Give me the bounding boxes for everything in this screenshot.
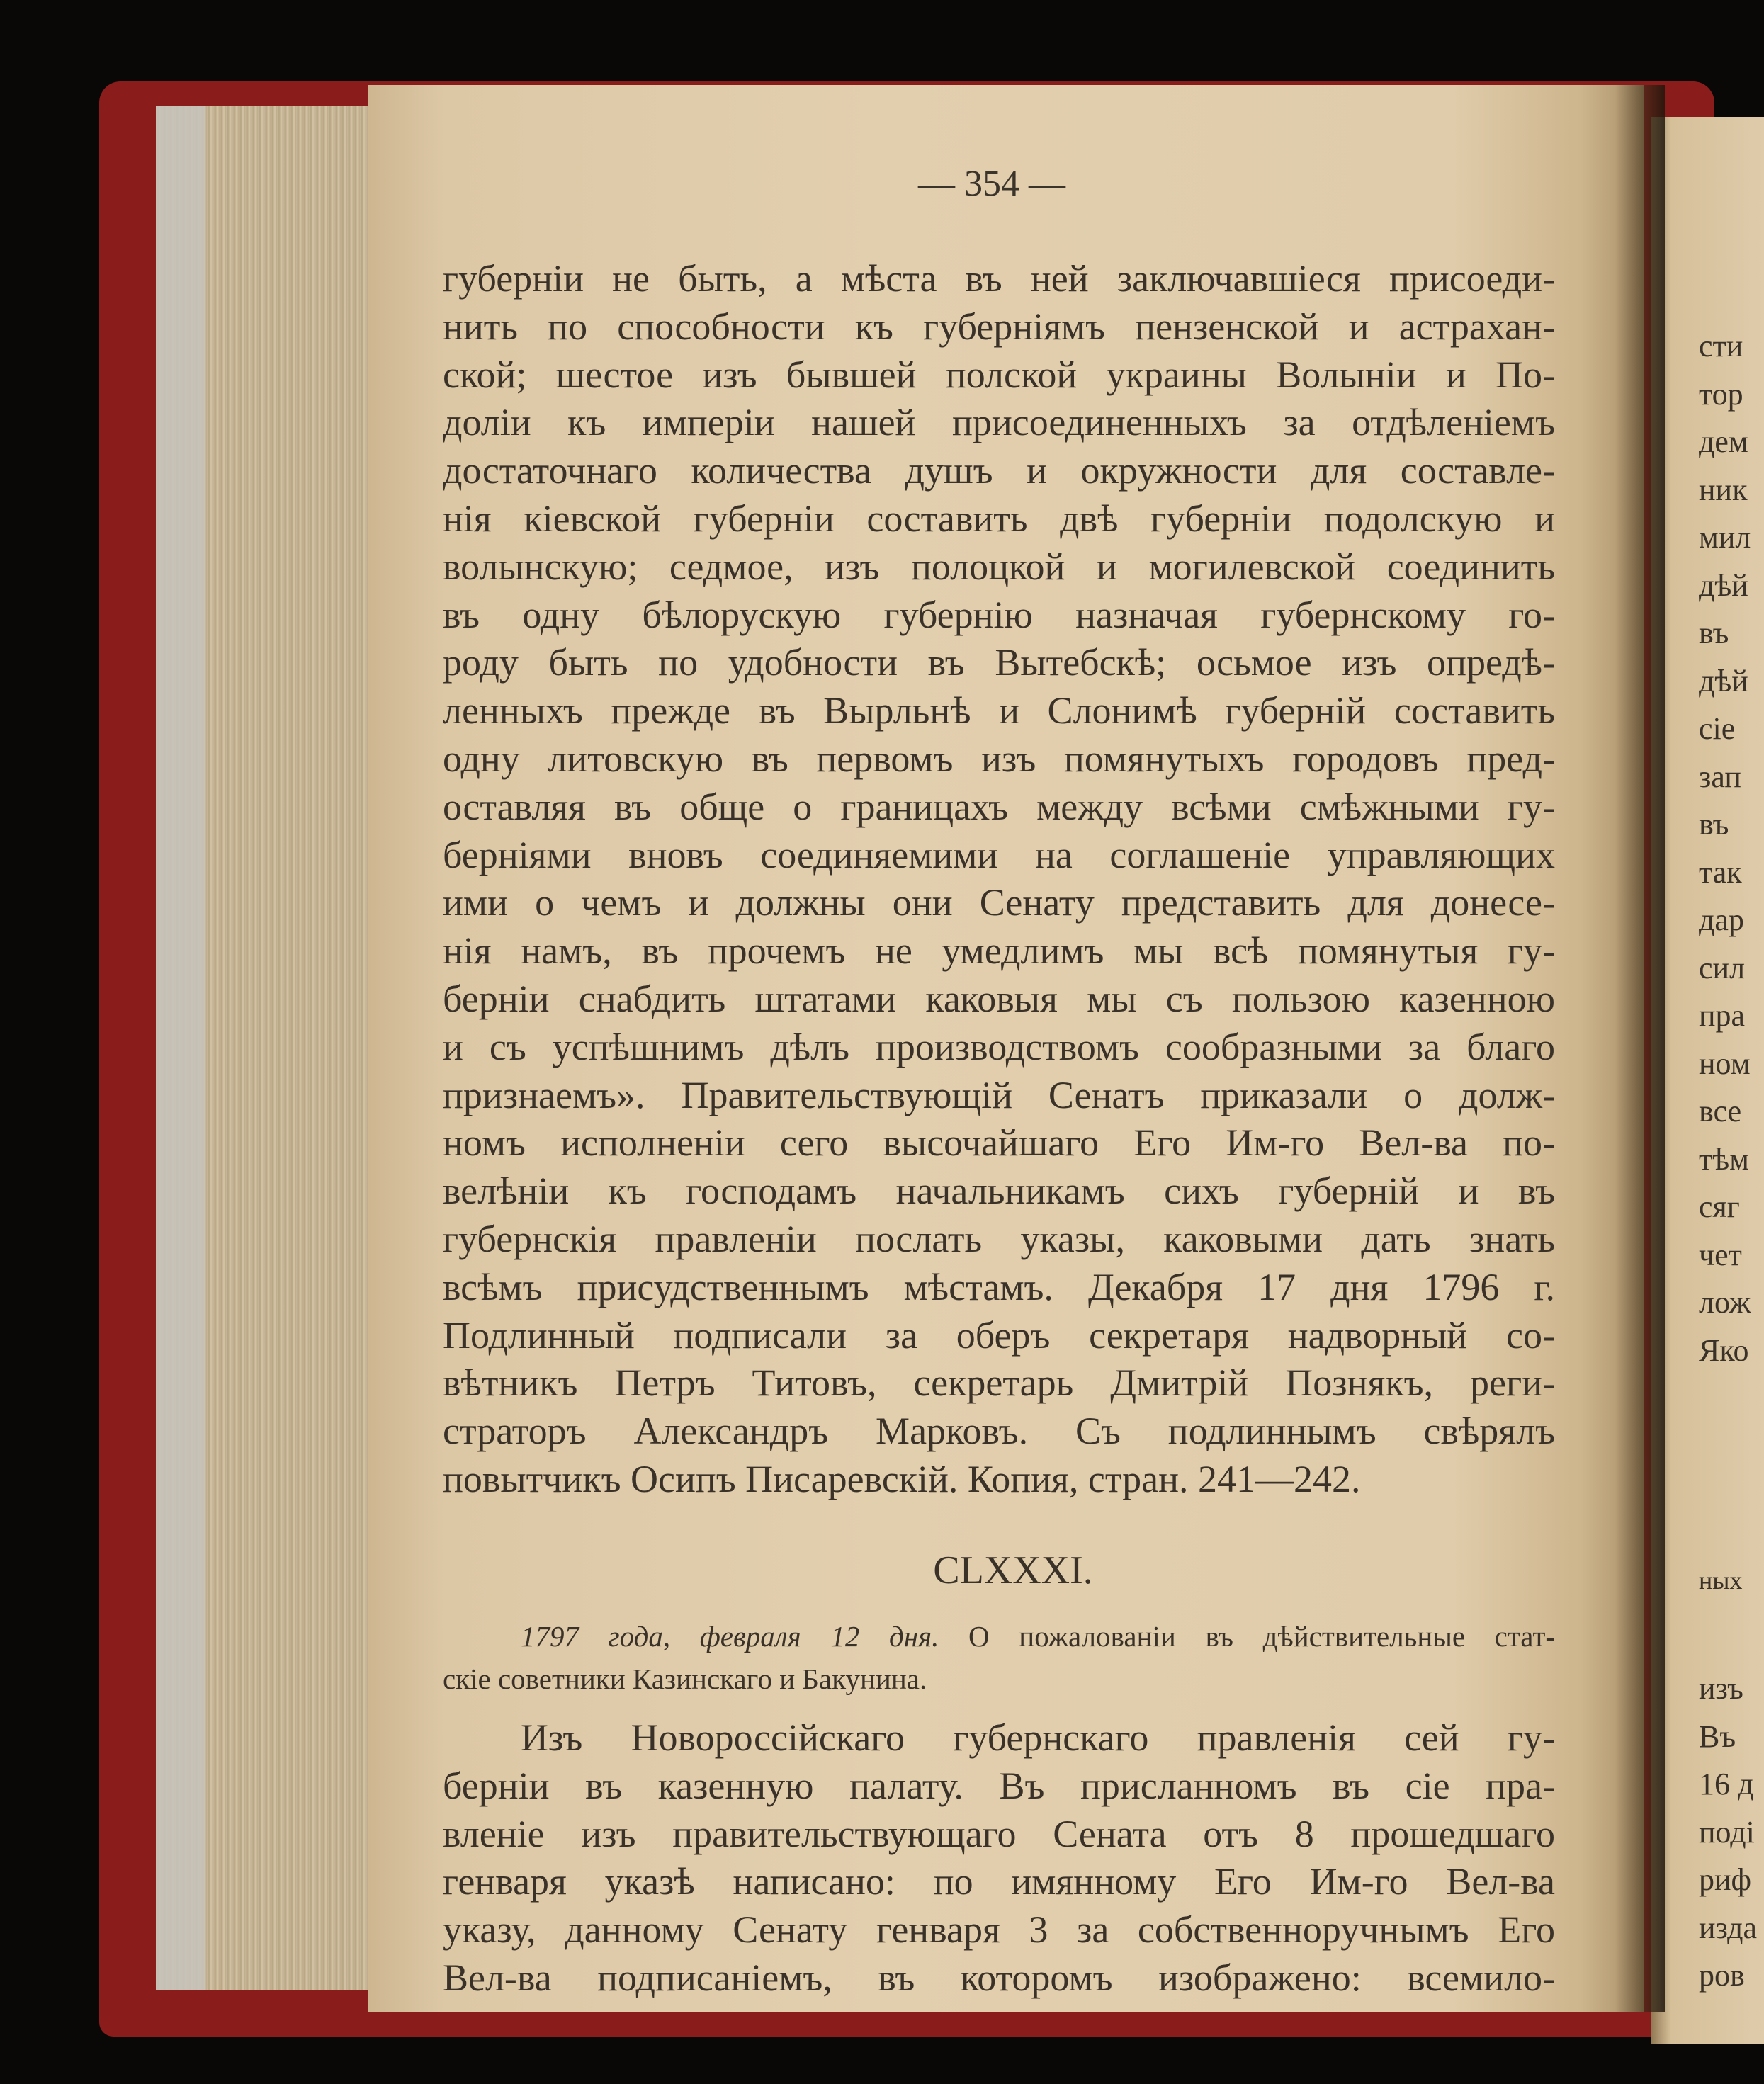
facing-line-fragment: так — [1699, 854, 1742, 890]
text-line: губерніи не быть, а мѣста въ ней заключавшіеся присоеди- — [443, 257, 1555, 300]
text-line: признаемъ». Правительствующій Сенатъ приказали о долж- — [443, 1073, 1555, 1116]
text-line: ими о чемъ и должны они Сенату представить для донесе- — [443, 881, 1555, 924]
text-line: берніи въ казенную палату. Въ присланномъ въ сіе пра- — [443, 1764, 1555, 1807]
facing-line-fragment: чет — [1699, 1237, 1742, 1272]
facing-line-fragment: ров — [1699, 1958, 1745, 1993]
text-line: всѣмъ присудственнымъ мѣстамъ. Декабря 17 дня 1796 г. — [443, 1265, 1555, 1308]
facing-line-fragment: сіе — [1699, 711, 1736, 746]
text-line: нія кіевской губерніи составить двѣ губерніи подолскую и — [443, 497, 1555, 540]
text-line: оставляя въ обще о границахъ между всѣми смѣжными гу- — [443, 785, 1555, 828]
facing-line-fragment: пра — [1699, 998, 1746, 1033]
page-number: — 354 — — [918, 164, 1065, 204]
text-line: въ одну бѣлорускую губернію назначая губернскому го- — [443, 593, 1555, 636]
text-line: Вел-ва подписаніемъ, въ которомъ изображено: всемило- — [443, 1956, 1555, 1999]
text-line: вѣтникъ Петръ Титовъ, секретарь Дмитрій Познякъ, реги- — [443, 1361, 1555, 1405]
text-line: доліи къ имперіи нашей присоединенныхъ за отдѣленіемъ — [443, 401, 1555, 444]
summary-date: 1797 года, февраля 12 дня. — [521, 1620, 939, 1653]
summary-title-cont: скіе советники Казинскаго и Бакунина. — [443, 1663, 927, 1695]
text-line: вленіе изъ правительствующаго Сената отъ 8 прошедшаго — [443, 1812, 1555, 1855]
text-line: берніи снабдить штатами каковыя мы съ пользою казенною — [443, 977, 1555, 1020]
text-line: страторъ Александръ Марковъ. Съ подлиннымъ свѣрялъ — [443, 1410, 1555, 1453]
facing-line-fragment: изда — [1699, 1910, 1758, 1945]
section-heading: CLXXXI. — [933, 1548, 1093, 1592]
main-text — [443, 255, 1555, 1504]
facing-line-fragment: сти — [1699, 329, 1743, 363]
text-line: Подлинный подписали за оберъ секретаря надворный со- — [443, 1313, 1555, 1357]
facing-line-fragment: все — [1699, 1094, 1742, 1128]
facing-line-fragment: сяг — [1699, 1189, 1740, 1224]
facing-line-fragment: дар — [1699, 902, 1744, 937]
text-line: нія намъ, въ прочемъ не умедлимъ мы всѣ помянутыя гу- — [443, 929, 1555, 973]
facing-line-fragment: 16 д — [1699, 1767, 1754, 1801]
facing-page-fragment: ных — [1699, 1566, 1743, 1595]
summary-title: О пожалованіи въ дѣйствительные стат- — [968, 1620, 1556, 1653]
facing-page-text — [1699, 322, 1763, 1374]
text-line: роду быть по удобности въ Вытебскѣ; осьмое изъ опредѣ- — [443, 641, 1555, 684]
text-line: ленныхъ прежде въ Вырльнѣ и Слонимѣ губерній составить — [443, 689, 1555, 732]
facing-line-fragment: сил — [1699, 950, 1746, 985]
text-line: генваря указѣ написано: по имянному Его Им-го Вел-ва — [443, 1860, 1555, 1903]
text-line: указу, данному Сенату генваря 3 за собственноручнымъ Его — [443, 1908, 1555, 1952]
facing-line-fragment: ник — [1699, 472, 1748, 507]
page-edges — [156, 106, 404, 1990]
text-line: Изъ Новороссійскаго губернскаго правленія сей гу- — [521, 1716, 1555, 1759]
facing-line-fragment: дѣй — [1699, 663, 1748, 698]
facing-line-fragment: Яко — [1699, 1332, 1749, 1368]
text-line: одну литовскую въ первомъ изъ помянутыхъ городовъ пред- — [443, 737, 1555, 780]
facing-line-fragment: тѣм — [1699, 1141, 1749, 1177]
facing-line-fragment: дѣй — [1699, 567, 1748, 603]
text-line: достаточнаго количества душъ и окружности для составле- — [443, 449, 1555, 492]
text-line: повытчикъ Осипъ Писаревскій. Копия, стран. 241—242. — [443, 1457, 1361, 1500]
document-summary — [443, 1615, 1555, 1700]
facing-line-fragment: Въ — [1699, 1718, 1736, 1754]
facing-line-fragment: лож — [1699, 1285, 1751, 1320]
facing-line-fragment: риф — [1699, 1862, 1752, 1897]
text-line: берніями вновъ соединяемими на соглашеніе управляющих — [443, 833, 1555, 876]
text-line: губернскія правленіи послать указы, каковыми дать знать — [443, 1217, 1555, 1260]
facing-line-fragment: ном — [1699, 1046, 1751, 1081]
text-line: велѣніи къ господамъ начальникамъ сихъ губерній и въ — [443, 1170, 1555, 1213]
facing-line-fragment: мил — [1699, 520, 1751, 555]
document-text — [443, 1714, 1555, 2003]
text-line: номъ исполненіи сего высочайшаго Его Им-го Вел-ва по- — [443, 1121, 1555, 1165]
text-line: ской; шестое изъ бывшей полской украины Волыніи и По- — [443, 353, 1555, 396]
facing-line-fragment: дем — [1699, 424, 1748, 459]
facing-page-lower-text — [1699, 1665, 1763, 2000]
facing-line-fragment: поді — [1699, 1814, 1755, 1850]
facing-line-fragment: въ — [1699, 807, 1729, 842]
book-gutter — [1615, 85, 1665, 2012]
facing-line-fragment: зап — [1699, 759, 1741, 794]
text-line: нить по способности къ губерніямъ пензенской и астрахан- — [443, 305, 1555, 348]
text-line: и съ успѣшнимъ дѣлъ производствомъ сообразными за благо — [443, 1025, 1555, 1068]
facing-line-fragment: въ — [1699, 616, 1729, 650]
facing-line-fragment: изъ — [1699, 1671, 1743, 1706]
facing-line-fragment: тор — [1699, 376, 1743, 412]
text-line: волынскую; седмое, изъ полоцкой и могилевской соединить — [443, 545, 1555, 588]
